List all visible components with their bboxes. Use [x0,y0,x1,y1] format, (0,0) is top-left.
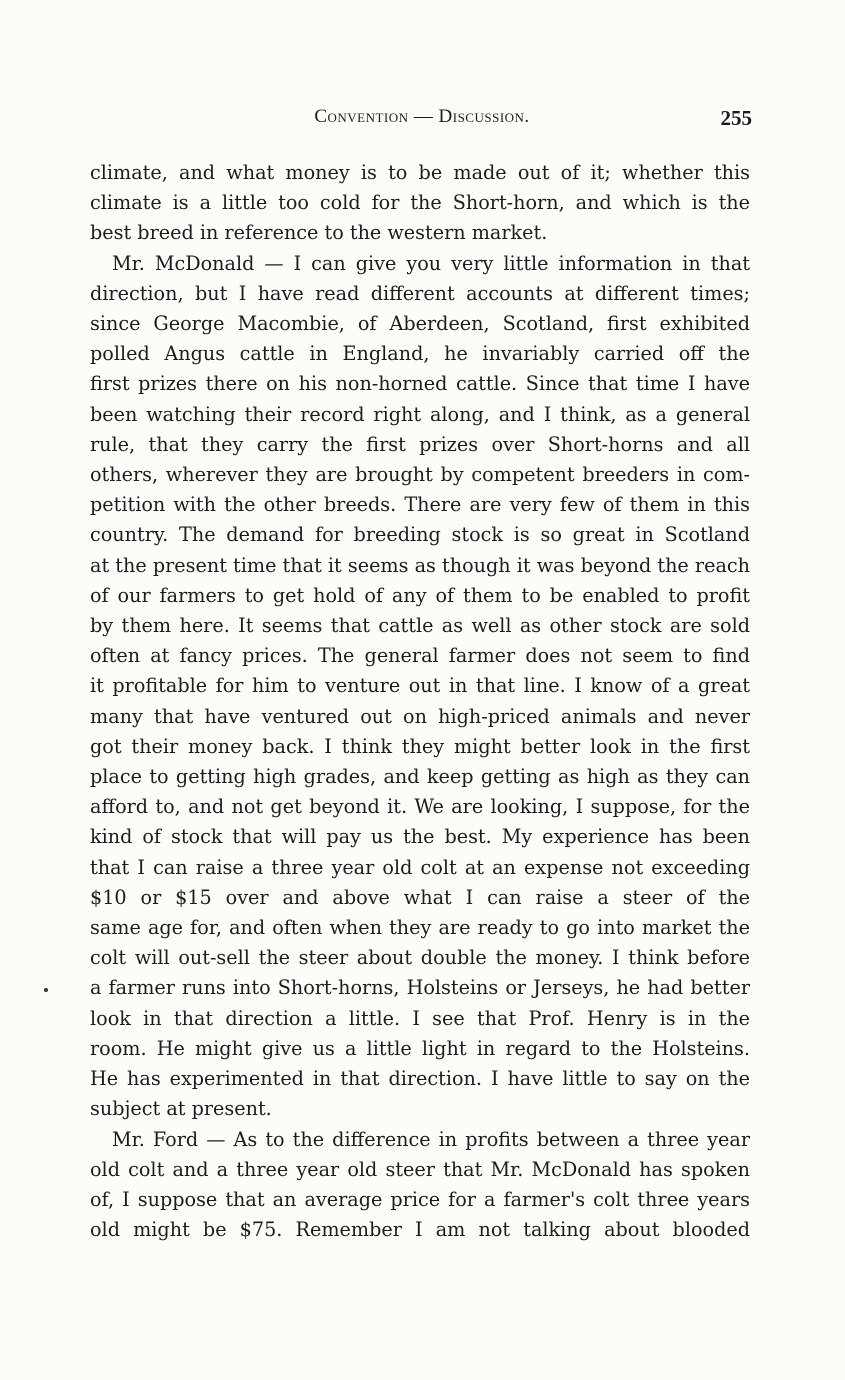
paragraph-1 [90,158,750,249]
ink-speck [44,988,48,992]
text-line: best breed in reference to the western market. [90,221,548,245]
text-line: climate is a little too cold for the Short-horn, and which is the [90,191,750,215]
text-line: Mr. McDonald — I can give you very little information in that [112,251,750,275]
text-line: been watching their record right along, and I think, as a general [90,402,750,426]
paragraph-3 [90,1125,750,1246]
text-line: of our farmers to get hold of any of them to be enabled to profit [90,583,750,607]
text-line: it profitable for him to venture out in that line. I know of a great [90,674,750,698]
running-head-title: Convention — Discussion. [314,106,530,127]
text-line: colt will out-sell the steer about double the money. I think before [90,946,750,970]
running-head [92,106,752,136]
text-line: of, I suppose that an average price for a farmer's colt three years [90,1187,750,1211]
text-line: room. He might give us a little light in regard to the Holsteins. [90,1036,750,1060]
text-line: Mr. Ford — As to the difference in profits between a three year [112,1127,750,1151]
text-line: He has experimented in that direction. I have little to say on the [90,1067,750,1091]
text-line: afford to, and not get beyond it. We are looking, I suppose, for the [90,795,750,819]
text-line: many that have ventured out on high-priced animals and never [90,704,750,728]
text-line: old colt and a three year old steer that Mr. McDonald has spoken [90,1157,750,1181]
text-line: look in that direction a little. I see that Prof. Henry is in the [90,1006,750,1030]
text-line: kind of stock that will pay us the best. My experience has been [90,825,750,849]
text-line: that I can raise a three year old colt at an expense not exceeding [90,855,750,879]
text-line: climate, and what money is to be made out of it; whether this [90,161,750,184]
text-line: petition with the other breeds. There are very few of them in this [90,493,750,517]
text-line: since George Macombie, of Aberdeen, Scotland, first exhibited [90,312,750,336]
text-line: same age for, and often when they are ready to go into market the [90,916,750,940]
text-line: often at fancy prices. The general farmer does not seem to find [90,644,750,668]
text-line: a farmer runs into Short-horns, Holsteins or Jerseys, he had better [90,976,750,1000]
text-line: first prizes there on his non-horned cattle. Since that time I have [90,372,750,396]
text-line: place to getting high grades, and keep getting as high as they can [90,765,750,789]
text-line: old might be $75. Remember I am not talking about blooded [90,1218,750,1242]
text-line: rule, that they carry the first prizes over Short-horns and all [90,432,750,456]
text-line: others, wherever they are brought by competent breeders in com- [90,463,750,487]
text-line: at the present time that it seems as though it was beyond the reach [90,553,750,577]
text-line: $10 or $15 over and above what I can raise a steer of the [90,885,750,909]
text-line: polled Angus cattle in England, he invariably carried off the [90,342,750,366]
text-line: got their money back. I think they might better look in the first [90,734,750,758]
text-line: by them here. It seems that cattle as well as other stock are sold [90,614,750,638]
text-line: country. The demand for breeding stock is so great in Scotland [90,523,750,547]
page-number: 255 [720,106,752,130]
body-text [90,158,750,1245]
text-line: subject at present. [90,1097,272,1121]
text-line: direction, but I have read different accounts at different times; [90,281,750,305]
paragraph-2 [90,249,750,1125]
